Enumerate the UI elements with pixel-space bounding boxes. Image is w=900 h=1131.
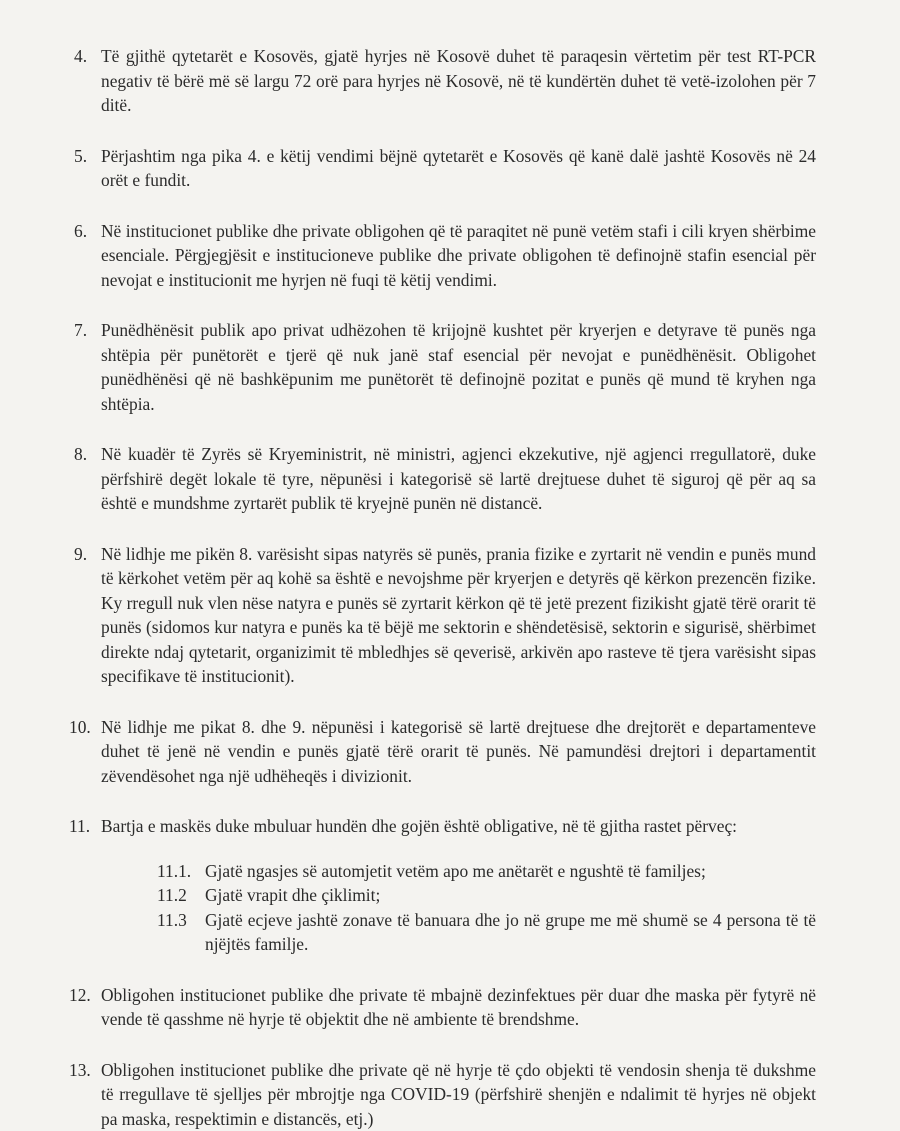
list-item-4 — [74, 44, 816, 118]
item-number: 11. — [69, 814, 101, 839]
item-text: Bartja e maskës duke mbuluar hundën dhe gojën është obligative, në të gjitha rastet përveç: — [101, 816, 737, 836]
sub-item-11-1 — [157, 859, 816, 884]
item-body — [101, 814, 816, 957]
sub-item-text: Gjatë ngasjes së automjetit vetëm apo me anëtarët e ngushtë të familjes; — [205, 859, 816, 884]
list-item-10 — [74, 715, 816, 789]
list-item-9 — [74, 542, 816, 689]
item-number: 7. — [74, 318, 101, 343]
list-item-6 — [74, 219, 816, 293]
sub-item-11-3 — [157, 908, 816, 957]
sub-list — [157, 859, 816, 957]
item-text: Obligohen institucionet publike dhe private që në hyrje të çdo objekti të vendosin shenja të dukshme të rregullave të sjelljes për mbrojtje nga COVID-19 (përfshirë shenjën e ndalimit të hyrjes në objekt pa maska, respektimin e distancës, etj.) — [101, 1058, 816, 1131]
item-number: 4. — [74, 44, 101, 69]
sub-item-number: 11.3 — [157, 908, 205, 933]
sub-item-text: Gjatë vrapit dhe çiklimit; — [205, 883, 816, 908]
item-text: Në institucionet publike dhe private obligohen që të paraqitet në punë vetëm stafi i cili kryen shërbime esenciale. Përgjegjësit e institucioneve publike dhe private obligohen të definojnë stafin esencial për nevojat e institucionit me hyrjen në fuqi të këtij vendimi. — [101, 219, 816, 293]
item-text: Në lidhje me pikën 8. varësisht sipas natyrës së punës, prania fizike e zyrtarit në vendin e punës mund të kërkohet vetëm për aq kohë sa është e nevojshme për kryerjen e detyrës që kërkon prezencën fizike. Ky rregull nuk vlen nëse natyra e punës së zyrtarit kërkon që të jetë prezent fizikisht gjatë tërë orarit të punës (sidomos kur natyra e punës ka të bëjë me sektorin e shëndetësisë, sektorin e sigurisë, shërbimet direkte ndaj qytetarit, organizimit të mbledhjes së qeverisë, arkivën apo rasteve të tjera varësisht sipas specifikave të institucionit). — [101, 542, 816, 689]
list-item-11 — [74, 814, 816, 957]
item-number: 13. — [69, 1058, 101, 1083]
item-number: 10. — [69, 715, 101, 740]
sub-item-number: 11.2 — [157, 883, 205, 908]
item-text: Obligohen institucionet publike dhe private të mbajnë dezinfektues për duar dhe maska për fytyrë në vende të qasshme në hyrje të objektit dhe në ambiente të brendshme. — [101, 983, 816, 1032]
sub-item-11-2 — [157, 883, 816, 908]
item-number: 12. — [69, 983, 101, 1008]
item-text: Punëdhënësit publik apo privat udhëzohen të krijojnë kushtet për kryerjen e detyrave të punës nga shtëpia për punëtorët e tjerë që nuk janë staf esencial për nevojat e punëdhënësit. Obligohet punëdhënësi që në bashkëpunim me punëtorët të definojnë pozitat e punës që mund të kryhen nga shtëpia. — [101, 318, 816, 416]
list-item-7 — [74, 318, 816, 416]
sub-item-number: 11.1. — [157, 859, 205, 884]
list-item-5 — [74, 144, 816, 193]
item-text: Në kuadër të Zyrës së Kryeministrit, në ministri, agjenci ekzekutive, një agjenci rregullatorë, duke përfshirë degët lokale të tyre, nëpunësi i kategorisë së lartë drejtuese duhet të siguroj që për aq sa është e mundshme zyrtarët publik të kryejnë punën në distancë. — [101, 442, 816, 516]
item-number: 5. — [74, 144, 101, 169]
item-number: 9. — [74, 542, 101, 567]
list-item-13 — [74, 1058, 816, 1131]
list-item-8 — [74, 442, 816, 516]
item-text: Përjashtim nga pika 4. e këtij vendimi bëjnë qytetarët e Kosovës që kanë dalë jashtë Kosovës në 24 orët e fundit. — [101, 144, 816, 193]
item-number: 8. — [74, 442, 101, 467]
item-text: Të gjithë qytetarët e Kosovës, gjatë hyrjes në Kosovë duhet të paraqesin vërtetim për test RT-PCR negativ të bërë më së largu 72 orë para hyrjes në Kosovë, në të kundërtën duhet të vetë-izolohen për 7 ditë. — [101, 44, 816, 118]
list-item-12 — [74, 983, 816, 1032]
sub-item-text: Gjatë ecjeve jashtë zonave të banuara dhe jo në grupe me më shumë se 4 persona të të njëjtës familje. — [205, 908, 816, 957]
item-number: 6. — [74, 219, 101, 244]
item-text: Në lidhje me pikat 8. dhe 9. nëpunësi i kategorisë së lartë drejtuese dhe drejtorët e departamenteve duhet të jenë në vendin e punës gjatë tërë orarit të punës. Në pamundësi drejtori i departamentit zëvendësohet nga një udhëheqës i divizionit. — [101, 715, 816, 789]
